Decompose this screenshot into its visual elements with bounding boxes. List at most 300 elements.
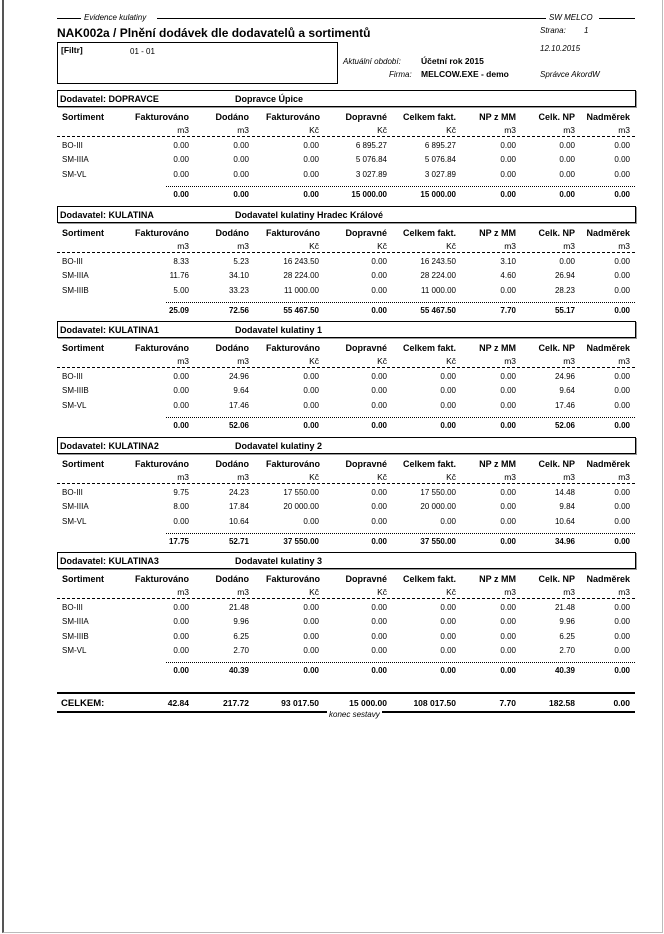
- supplier-header: [57, 552, 636, 569]
- subtotal-cell: 0.00: [500, 666, 516, 676]
- value-cell: 0.00: [500, 645, 516, 655]
- assortment-cell: SM-IIIB: [62, 631, 89, 641]
- assortment-cell: BO-III: [62, 603, 83, 612]
- value-cell: 0.00: [173, 400, 189, 410]
- value-cell: 6 895.27: [355, 141, 387, 150]
- value-cell: 0.00: [500, 386, 516, 396]
- subtotal-cell: 0.00: [500, 420, 516, 430]
- subtotal-cell: 0.00: [440, 420, 456, 430]
- header-line-left: [57, 18, 81, 19]
- column-header: Dodáno: [215, 459, 249, 469]
- value-cell: 17 550.00: [283, 488, 319, 497]
- subtotal-separator: [166, 302, 635, 303]
- header-left-caption: Evidence kulatiny: [84, 13, 147, 22]
- filter-value: 01 - 01: [130, 47, 155, 56]
- column-header: Celkem fakt.: [402, 228, 456, 238]
- assortment-cell: BO-III: [62, 257, 83, 266]
- subtotal-cell: 40.39: [554, 666, 575, 676]
- column-header: Fakturováno: [265, 343, 320, 353]
- column-header: Celk. NP: [538, 112, 575, 122]
- value-cell: 0.00: [371, 372, 387, 381]
- subtotal-cell: 0.00: [614, 666, 630, 676]
- value-cell: 0.00: [614, 488, 630, 497]
- column-header: Dodáno: [215, 112, 249, 122]
- assortment-cell: SM-IIIA: [62, 271, 89, 281]
- firm-value: MELCOW.EXE - demo: [421, 69, 509, 79]
- value-cell: 5 076.84: [355, 155, 387, 165]
- column-header: Sortiment: [62, 112, 105, 122]
- value-cell: 3 027.89: [355, 169, 387, 179]
- value-cell: 0.00: [500, 603, 516, 612]
- value-cell: 0.00: [173, 141, 189, 150]
- value-cell: 8.00: [173, 502, 189, 512]
- subtotal-cell: 55.17: [554, 305, 575, 315]
- value-cell: 0.00: [371, 631, 387, 641]
- column-unit: m3: [563, 125, 575, 135]
- user-name: Správce AkordW: [540, 70, 600, 79]
- header-separator: [57, 136, 635, 137]
- supplier-label: [60, 325, 159, 335]
- column-header: Celkem fakt.: [402, 343, 456, 353]
- value-cell: 0.00: [559, 141, 575, 150]
- column-unit: Kč: [309, 125, 319, 135]
- value-cell: 28 224.00: [283, 271, 319, 281]
- value-cell: 0.00: [440, 516, 456, 526]
- column-unit: m3: [237, 241, 249, 251]
- subtotal-separator: [166, 417, 635, 418]
- supplier-code: KULATINA1: [108, 325, 159, 335]
- subtotal-cell: 15 000.00: [351, 189, 387, 199]
- column-unit: m3: [618, 125, 630, 135]
- value-cell: 0.00: [614, 257, 630, 266]
- value-cell: 0.00: [614, 155, 630, 165]
- value-cell: 5 076.84: [424, 155, 456, 165]
- value-cell: 0.00: [614, 516, 630, 526]
- column-unit: Kč: [446, 241, 456, 251]
- column-unit: Kč: [446, 125, 456, 135]
- column-unit: m3: [563, 241, 575, 251]
- value-cell: 3 027.89: [424, 169, 456, 179]
- column-unit: m3: [177, 472, 189, 482]
- value-cell: 0.00: [233, 155, 249, 165]
- column-unit: m3: [504, 587, 516, 597]
- column-unit: m3: [504, 472, 516, 482]
- subtotal-cell: 0.00: [614, 189, 630, 199]
- subtotal-separator: [166, 533, 635, 534]
- column-header: Fakturováno: [265, 228, 320, 238]
- value-cell: 0.00: [173, 386, 189, 396]
- column-header: Sortiment: [62, 343, 105, 353]
- assortment-cell: BO-III: [62, 141, 83, 150]
- page-label: Strana:: [540, 26, 566, 35]
- grand-total-cell: 7.70: [499, 698, 516, 708]
- value-cell: 0.00: [614, 386, 630, 396]
- value-cell: 11 000.00: [284, 285, 319, 295]
- column-unit: m3: [177, 241, 189, 251]
- value-cell: 0.00: [559, 155, 575, 165]
- subtotal-cell: 0.00: [173, 189, 189, 199]
- value-cell: 2.70: [559, 645, 575, 655]
- value-cell: 0.00: [614, 285, 630, 295]
- assortment-cell: SM-VL: [62, 516, 87, 526]
- subtotal-cell: 0.00: [303, 420, 319, 430]
- report-end-note: konec sestavy: [329, 710, 380, 719]
- header-separator: [57, 367, 635, 368]
- value-cell: 0.00: [440, 400, 456, 410]
- value-cell: 0.00: [173, 516, 189, 526]
- column-header: NP z MM: [479, 459, 516, 469]
- value-cell: 0.00: [500, 516, 516, 526]
- value-cell: 3.10: [500, 257, 516, 266]
- supplier-label-text: Dodavatel:: [60, 556, 107, 566]
- supplier-label-text: Dodavatel:: [60, 325, 107, 335]
- value-cell: 0.00: [303, 386, 319, 396]
- value-cell: 11.76: [169, 271, 189, 281]
- value-cell: 24.96: [228, 372, 249, 381]
- grand-total-cell: 0.00: [613, 698, 630, 708]
- column-header: Dopravné: [345, 228, 387, 238]
- value-cell: 0.00: [173, 645, 189, 655]
- value-cell: 0.00: [500, 502, 516, 512]
- column-unit: m3: [618, 472, 630, 482]
- value-cell: 9.64: [233, 386, 249, 396]
- assortment-cell: SM-IIIB: [62, 285, 89, 295]
- column-header: Dopravné: [345, 459, 387, 469]
- value-cell: 17.46: [228, 400, 249, 410]
- value-cell: 0.00: [173, 169, 189, 179]
- subtotal-cell: 37 550.00: [283, 536, 319, 546]
- column-header: Fakturováno: [265, 112, 320, 122]
- header-separator: [57, 483, 635, 484]
- column-unit: m3: [563, 356, 575, 366]
- value-cell: 0.00: [371, 386, 387, 396]
- column-header: Celk. NP: [538, 228, 575, 238]
- value-cell: 0.00: [500, 488, 516, 497]
- value-cell: 6 895.27: [424, 141, 456, 150]
- supplier-label-text: Dodavatel:: [60, 441, 107, 451]
- subtotal-cell: 0.00: [440, 666, 456, 676]
- assortment-cell: SM-IIIA: [62, 502, 89, 512]
- period-value: Účetní rok 2015: [421, 56, 484, 66]
- report-title: NAK002a / Plnění dodávek dle dodavatelů a sortimentů: [57, 26, 371, 40]
- value-cell: 0.00: [500, 169, 516, 179]
- value-cell: 0.00: [500, 372, 516, 381]
- value-cell: 5.23: [233, 257, 249, 266]
- column-header: Sortiment: [62, 228, 105, 238]
- column-header: Fakturováno: [265, 459, 320, 469]
- header-separator: [57, 252, 635, 253]
- column-unit: Kč: [377, 472, 387, 482]
- supplier-label-text: Dodavatel:: [60, 210, 107, 220]
- value-cell: 0.00: [303, 169, 319, 179]
- value-cell: 21.48: [554, 603, 575, 612]
- value-cell: 21.48: [228, 603, 249, 612]
- value-cell: 0.00: [500, 285, 516, 295]
- assortment-cell: SM-VL: [62, 169, 87, 179]
- column-unit: m3: [177, 356, 189, 366]
- column-header: Dodáno: [215, 228, 249, 238]
- header-line-middle: [157, 18, 546, 19]
- value-cell: 0.00: [303, 617, 319, 627]
- firm-label: Firma:: [389, 70, 412, 79]
- value-cell: 0.00: [371, 257, 387, 266]
- value-cell: 34.10: [228, 271, 249, 281]
- value-cell: 17 550.00: [420, 488, 456, 497]
- column-unit: Kč: [309, 472, 319, 482]
- value-cell: 0.00: [371, 488, 387, 497]
- value-cell: 0.00: [173, 603, 189, 612]
- value-cell: 5.00: [173, 285, 189, 295]
- value-cell: 0.00: [614, 603, 630, 612]
- value-cell: 24.23: [228, 488, 249, 497]
- value-cell: 2.70: [233, 645, 249, 655]
- subtotal-cell: 0.00: [233, 189, 249, 199]
- value-cell: 0.00: [371, 516, 387, 526]
- value-cell: 0.00: [614, 645, 630, 655]
- column-unit: m3: [618, 356, 630, 366]
- column-unit: Kč: [309, 356, 319, 366]
- value-cell: 0.00: [440, 617, 456, 627]
- value-cell: 0.00: [614, 271, 630, 281]
- value-cell: 16 243.50: [420, 257, 456, 266]
- value-cell: 0.00: [614, 372, 630, 381]
- header-line-right: [599, 18, 635, 19]
- value-cell: 0.00: [233, 169, 249, 179]
- subtotal-cell: 0.00: [614, 536, 630, 546]
- value-cell: 0.00: [440, 631, 456, 641]
- column-unit: m3: [177, 125, 189, 135]
- assortment-cell: SM-IIIA: [62, 617, 89, 627]
- value-cell: 8.33: [173, 257, 189, 266]
- value-cell: 0.00: [303, 603, 319, 612]
- column-unit: m3: [504, 356, 516, 366]
- value-cell: 0.00: [440, 386, 456, 396]
- value-cell: 26.94: [554, 271, 575, 281]
- value-cell: 17.84: [228, 502, 249, 512]
- column-header: Fakturováno: [134, 343, 189, 353]
- grand-total-cell: 42.84: [167, 698, 189, 708]
- subtotal-cell: 0.00: [500, 189, 516, 199]
- supplier-name: Dodavatel kulatiny 2: [235, 441, 323, 451]
- subtotal-cell: 0.00: [371, 536, 387, 546]
- subtotal-cell: 52.06: [554, 420, 575, 430]
- value-cell: 0.00: [173, 155, 189, 165]
- value-cell: 0.00: [303, 141, 319, 150]
- value-cell: 0.00: [303, 645, 319, 655]
- value-cell: 20 000.00: [420, 502, 456, 512]
- subtotal-cell: 0.00: [173, 666, 189, 676]
- value-cell: 11 000.00: [421, 285, 456, 295]
- subtotal-cell: 40.39: [228, 666, 249, 676]
- value-cell: 0.00: [303, 631, 319, 641]
- value-cell: 24.96: [554, 372, 575, 381]
- value-cell: 9.84: [559, 502, 575, 512]
- supplier-code: KULATINA3: [108, 556, 159, 566]
- filter-box: [57, 42, 338, 84]
- supplier-label-text: Dodavatel:: [60, 94, 107, 104]
- supplier-header: [57, 90, 636, 107]
- value-cell: 0.00: [500, 155, 516, 165]
- value-cell: 0.00: [233, 141, 249, 150]
- supplier-name: Dodavatel kulatiny Hradec Králové: [235, 210, 384, 220]
- value-cell: 0.00: [559, 169, 575, 179]
- assortment-cell: BO-III: [62, 488, 83, 497]
- value-cell: 0.00: [303, 516, 319, 526]
- column-unit: Kč: [377, 241, 387, 251]
- value-cell: 0.00: [614, 141, 630, 150]
- column-unit: Kč: [446, 587, 456, 597]
- column-unit: m3: [237, 472, 249, 482]
- column-unit: m3: [618, 587, 630, 597]
- value-cell: 0.00: [371, 603, 387, 612]
- value-cell: 4.60: [500, 271, 516, 281]
- header-separator: [57, 598, 635, 599]
- assortment-cell: SM-VL: [62, 645, 87, 655]
- value-cell: 0.00: [371, 400, 387, 410]
- supplier-name: Dodavatel kulatiny 3: [235, 556, 323, 566]
- value-cell: 0.00: [559, 257, 575, 266]
- column-header: NP z MM: [479, 228, 516, 238]
- column-unit: Kč: [446, 356, 456, 366]
- column-header: Sortiment: [62, 459, 105, 469]
- subtotal-cell: 52.71: [228, 536, 249, 546]
- value-cell: 0.00: [371, 617, 387, 627]
- column-header: Nadměrek: [586, 343, 630, 353]
- subtotal-cell: 0.00: [559, 189, 575, 199]
- column-unit: Kč: [309, 241, 319, 251]
- value-cell: 0.00: [500, 400, 516, 410]
- value-cell: 9.96: [233, 617, 249, 627]
- column-unit: m3: [504, 241, 516, 251]
- grand-total-cell: 182.58: [549, 698, 575, 708]
- subtotal-cell: 0.00: [614, 420, 630, 430]
- filter-label: [Filtr]: [61, 45, 83, 55]
- value-cell: 0.00: [614, 400, 630, 410]
- subtotal-cell: 55 467.50: [420, 305, 456, 315]
- column-header: Nadměrek: [586, 459, 630, 469]
- column-unit: m3: [563, 472, 575, 482]
- value-cell: 0.00: [500, 631, 516, 641]
- subtotal-cell: 0.00: [303, 189, 319, 199]
- value-cell: 9.75: [173, 488, 189, 497]
- subtotal-cell: 25.09: [168, 305, 189, 315]
- grand-total-cell: 15 000.00: [349, 698, 387, 708]
- subtotal-cell: 52.06: [228, 420, 249, 430]
- assortment-cell: SM-IIIB: [62, 386, 89, 396]
- column-header: Dopravné: [345, 112, 387, 122]
- column-header: Fakturováno: [134, 459, 189, 469]
- supplier-header: [57, 206, 636, 223]
- value-cell: 10.64: [554, 516, 575, 526]
- value-cell: 0.00: [440, 372, 456, 381]
- value-cell: 0.00: [440, 645, 456, 655]
- supplier-code: KULATINA: [108, 210, 154, 220]
- value-cell: 14.48: [554, 488, 575, 497]
- supplier-name: Dodavatel kulatiny 1: [235, 325, 323, 335]
- supplier-header: [57, 321, 636, 338]
- value-cell: 0.00: [614, 617, 630, 627]
- column-header: Dodáno: [215, 343, 249, 353]
- column-header: Celkem fakt.: [402, 574, 456, 584]
- value-cell: 0.00: [371, 271, 387, 281]
- value-cell: 0.00: [614, 502, 630, 512]
- column-unit: Kč: [377, 356, 387, 366]
- value-cell: 20 000.00: [283, 502, 319, 512]
- value-cell: 0.00: [303, 155, 319, 165]
- value-cell: 0.00: [173, 372, 189, 381]
- column-unit: Kč: [377, 587, 387, 597]
- supplier-label: [60, 441, 159, 451]
- column-unit: m3: [618, 241, 630, 251]
- subtotal-cell: 34.96: [554, 536, 575, 546]
- grand-total-cell: 217.72: [223, 698, 249, 708]
- subtotal-cell: 0.00: [371, 420, 387, 430]
- column-header: Dopravné: [345, 343, 387, 353]
- supplier-code: DOPRAVCE: [108, 94, 159, 104]
- report-date: 12.10.2015: [540, 44, 581, 53]
- subtotal-cell: 37 550.00: [420, 536, 456, 546]
- supplier-label: [60, 94, 159, 104]
- value-cell: 28 224.00: [420, 271, 456, 281]
- subtotal-cell: 0.00: [500, 536, 516, 546]
- subtotal-separator: [166, 662, 635, 663]
- column-unit: m3: [563, 587, 575, 597]
- value-cell: 0.00: [371, 285, 387, 295]
- subtotal-cell: 0.00: [173, 420, 189, 430]
- column-unit: Kč: [309, 587, 319, 597]
- subtotal-cell: 15 000.00: [420, 189, 456, 199]
- value-cell: 6.25: [233, 631, 249, 641]
- column-header: NP z MM: [479, 574, 516, 584]
- value-cell: 0.00: [614, 631, 630, 641]
- value-cell: 28.23: [554, 285, 575, 295]
- assortment-cell: SM-IIIA: [62, 155, 89, 165]
- grand-total-top-rule: [57, 692, 635, 694]
- subtotal-cell: 55 467.50: [283, 305, 319, 315]
- column-header: Fakturováno: [134, 112, 189, 122]
- column-unit: Kč: [377, 125, 387, 135]
- value-cell: 0.00: [173, 631, 189, 641]
- value-cell: 0.00: [500, 141, 516, 150]
- grand-total-label: CELKEM:: [61, 698, 105, 709]
- subtotal-cell: 72.56: [228, 305, 249, 315]
- column-unit: m3: [237, 125, 249, 135]
- supplier-code: KULATINA2: [108, 441, 159, 451]
- subtotal-separator: [166, 186, 635, 187]
- value-cell: 0.00: [371, 645, 387, 655]
- subtotal-cell: 7.70: [500, 305, 516, 315]
- value-cell: 0.00: [371, 502, 387, 512]
- subtotal-cell: 0.00: [371, 666, 387, 676]
- column-header: Fakturováno: [134, 574, 189, 584]
- column-unit: m3: [237, 356, 249, 366]
- column-unit: m3: [237, 587, 249, 597]
- column-header: Nadměrek: [586, 228, 630, 238]
- value-cell: 0.00: [303, 400, 319, 410]
- value-cell: 0.00: [173, 617, 189, 627]
- column-header: Dopravné: [345, 574, 387, 584]
- subtotal-cell: 0.00: [303, 666, 319, 676]
- page-number: 1: [584, 26, 589, 35]
- column-header: NP z MM: [479, 343, 516, 353]
- period-label: Aktuální období:: [343, 57, 401, 66]
- column-header: Nadměrek: [586, 574, 630, 584]
- column-unit: Kč: [446, 472, 456, 482]
- assortment-cell: BO-III: [62, 372, 83, 381]
- column-header: Sortiment: [62, 574, 105, 584]
- value-cell: 0.00: [303, 372, 319, 381]
- supplier-header: [57, 437, 636, 454]
